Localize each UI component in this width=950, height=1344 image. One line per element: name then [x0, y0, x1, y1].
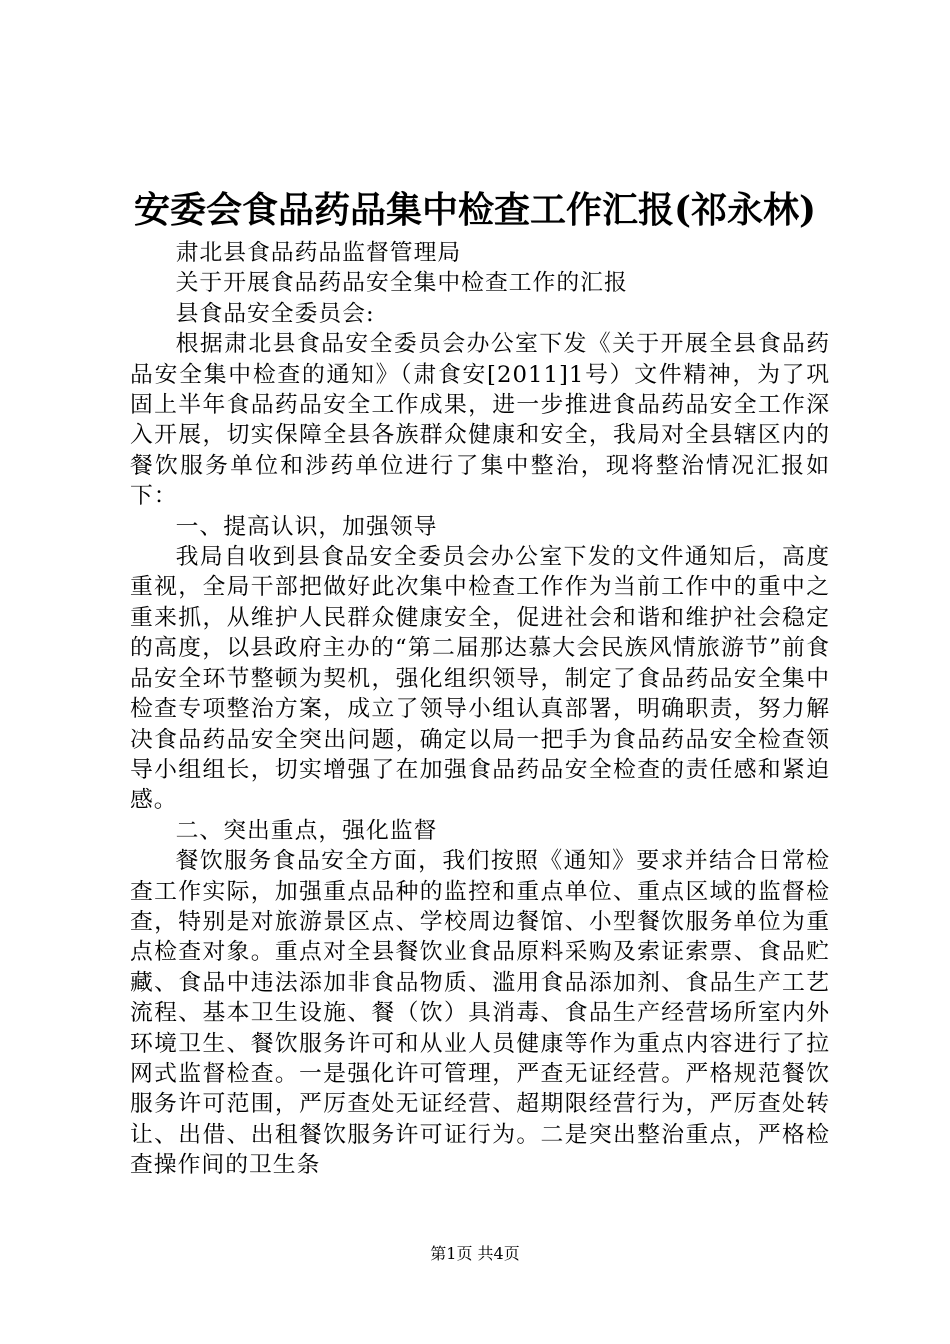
section-heading-2: 二、突出重点，强化监督 [175, 817, 438, 844]
paragraph-intro: 根据肃北县食品安全委员会办公室下发《关于开展全县食品药品安全集中检查的通知》（肃食安[2011]1号）文件精神，为了巩固上半年食品药品安全工作成果，进一步推进食品药品安全工作深入开展，切实保障全县各族群众健康和安全，我局对全县辖区内的餐饮服务单位和涉药单位进行了集中整治，现将整治情况汇报如下： [130, 331, 830, 510]
paragraph-subject: 关于开展食品药品安全集中检查工作的汇报 [175, 270, 628, 297]
paragraph-section-1: 我局自收到县食品安全委员会办公室下发的文件通知后，高度重视，全局干部把做好此次集中检查工作作为当前工作中的重中之重来抓，从维护人民群众健康安全，促进社会和谐和维护社会稳定的高度，以县政府主办的“第二届那达慕大会民族风情旅游节”前食品安全环节整顿为契机，强化组织领导，制定了食品药品安全集中检查专项整治方案，成立了领导小组认真部署，明确职责，努力解决食品药品安全突出问题，确定以局一把手为食品药品安全检查领导小组组长，切实增强了在加强食品药品安全检查的责任感和紧迫感。 [130, 544, 830, 814]
document-title: 安委会食品药品集中检查工作汇报(祁永林) [133, 189, 817, 231]
document-body [130, 238, 830, 1181]
page-number: 第1页 共4页 [430, 1244, 520, 1263]
paragraph-section-2: 餐饮服务食品安全方面，我们按照《通知》要求并结合日常检查工作实际，加强重点品种的监控和重点单位、重点区域的监督检查，特别是对旅游景区点、学校周边餐馆、小型餐饮服务单位为重点检查对象。重点对全县餐饮业食品原料采购及索证索票、食品贮藏、食品中违法添加非食品物质、滥用食品添加剂、食品生产工艺流程、基本卫生设施、餐（饮）具消毒、食品生产经营场所室内外环境卫生、餐饮服务许可和从业人员健康等作为重点内容进行了拉网式监督检查。一是强化许可管理，严查无证经营。严格规范餐饮服务许可范围，严厉查处无证经营、超期限经营行为，严厉查处转让、出借、出租餐饮服务许可证行为。二是突出整治重点，严格检查操作间的卫生条 [130, 848, 830, 1179]
section-heading-1: 一、提高认识，加强领导 [175, 513, 438, 540]
paragraph-issuer: 肃北县食品药品监督管理局 [175, 240, 462, 266]
paragraph-recipient: 县食品安全委员会: [175, 300, 375, 327]
